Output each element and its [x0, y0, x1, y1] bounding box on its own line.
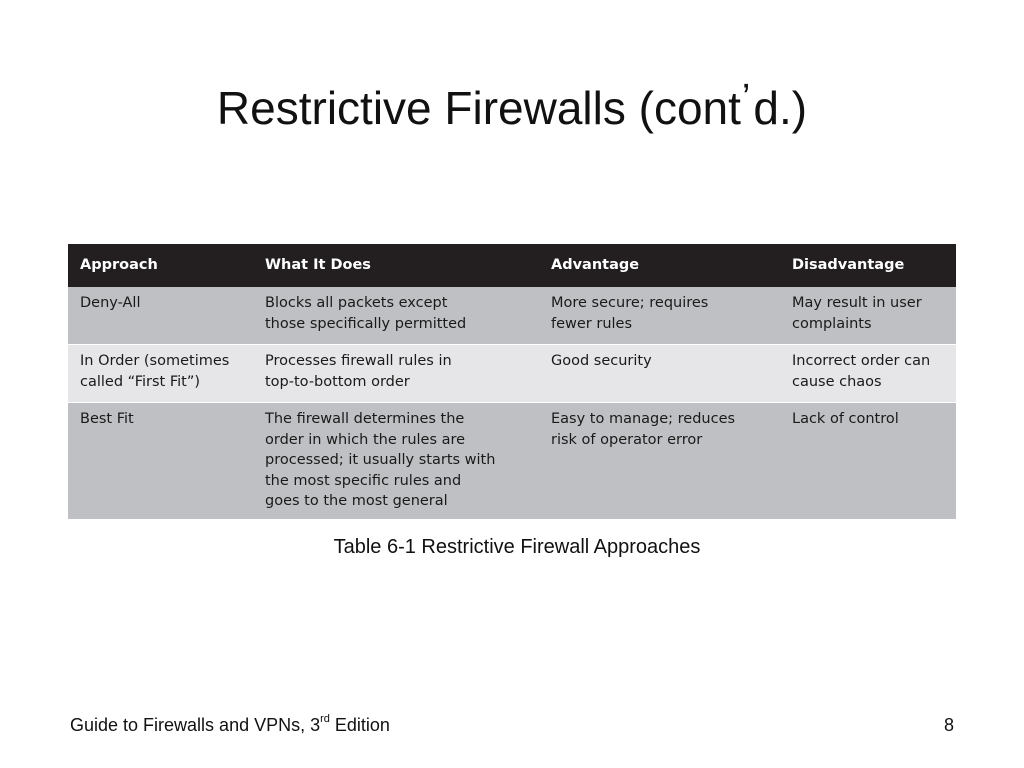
- slide-title-apostrophe: ’: [741, 77, 751, 119]
- cell-text-line: Deny-All: [80, 295, 141, 311]
- cell-approach: [68, 287, 253, 345]
- cell-advantage: [539, 345, 780, 403]
- cell-text-line: In Order (sometimes: [80, 353, 230, 369]
- table-row: [68, 345, 956, 403]
- page-number: 8: [943, 715, 954, 735]
- cell-text-line: Easy to manage; reduces: [551, 411, 736, 427]
- cell-text-line: order in which the rules are: [265, 431, 466, 448]
- cell-text-line: Lack of control: [792, 411, 899, 427]
- cell-disadvantage: [780, 345, 956, 403]
- table-header-row: [68, 244, 956, 287]
- header-approach: Approach: [68, 244, 253, 287]
- cell-text-line: Best Fit: [80, 411, 134, 427]
- cell-advantage: [539, 287, 780, 345]
- slide-title: [0, 78, 1024, 142]
- cell-text-line: fewer rules: [551, 315, 633, 332]
- firewall-approaches-table: [68, 244, 956, 519]
- cell-disadvantage: [780, 287, 956, 345]
- cell-text-line: goes to the most general: [265, 493, 448, 509]
- cell-text-line: top-to-bottom order: [265, 373, 410, 390]
- footer-edition-word: Edition: [329, 715, 390, 735]
- header-advantage: Advantage: [539, 244, 780, 287]
- slide-title-main: Restrictive Firewalls (cont: [216, 82, 741, 134]
- cell-what-it-does: [253, 287, 539, 345]
- cell-text-line: May result in user: [792, 295, 922, 311]
- cell-text-line: More secure; requires: [551, 295, 709, 311]
- cell-text-line: the most specific rules and: [265, 472, 462, 489]
- slide-title-end: d.): [753, 82, 808, 134]
- table-row: [68, 403, 956, 520]
- cell-text-line: Incorrect order can: [792, 353, 931, 369]
- cell-text-line: Good security: [551, 353, 652, 369]
- header-disadvantage: Disadvantage: [780, 244, 956, 287]
- cell-approach: [68, 345, 253, 403]
- cell-approach: [68, 403, 253, 520]
- header-what-it-does: What It Does: [253, 244, 539, 287]
- cell-text-line: Processes firewall rules in: [265, 353, 452, 369]
- cell-what-it-does: [253, 345, 539, 403]
- footer-edition-superscript: rd: [320, 713, 330, 725]
- cell-text-line: processed; it usually starts with: [265, 452, 496, 468]
- cell-text-line: The firewall determines the: [265, 411, 465, 427]
- firewall-approaches-table-container: [68, 244, 956, 519]
- table-header: [68, 244, 956, 287]
- cell-text-line: called “First Fit”): [80, 373, 201, 390]
- footer-title-text: Guide to Firewalls and VPNs, 3: [70, 715, 321, 735]
- cell-text-line: cause chaos: [792, 373, 882, 390]
- cell-text-line: risk of operator error: [551, 431, 703, 448]
- cell-text-line: those specifically permitted: [265, 315, 467, 332]
- cell-disadvantage: [780, 403, 956, 520]
- cell-text-line: Blocks all packets except: [265, 295, 448, 311]
- cell-advantage: [539, 403, 780, 520]
- cell-what-it-does: [253, 403, 539, 520]
- cell-text-line: complaints: [792, 315, 872, 332]
- table-body: [68, 287, 956, 519]
- footer-book-title: [70, 715, 390, 736]
- table-row: [68, 287, 956, 345]
- table-caption: Table 6-1 Restrictive Firewall Approaches: [333, 536, 701, 558]
